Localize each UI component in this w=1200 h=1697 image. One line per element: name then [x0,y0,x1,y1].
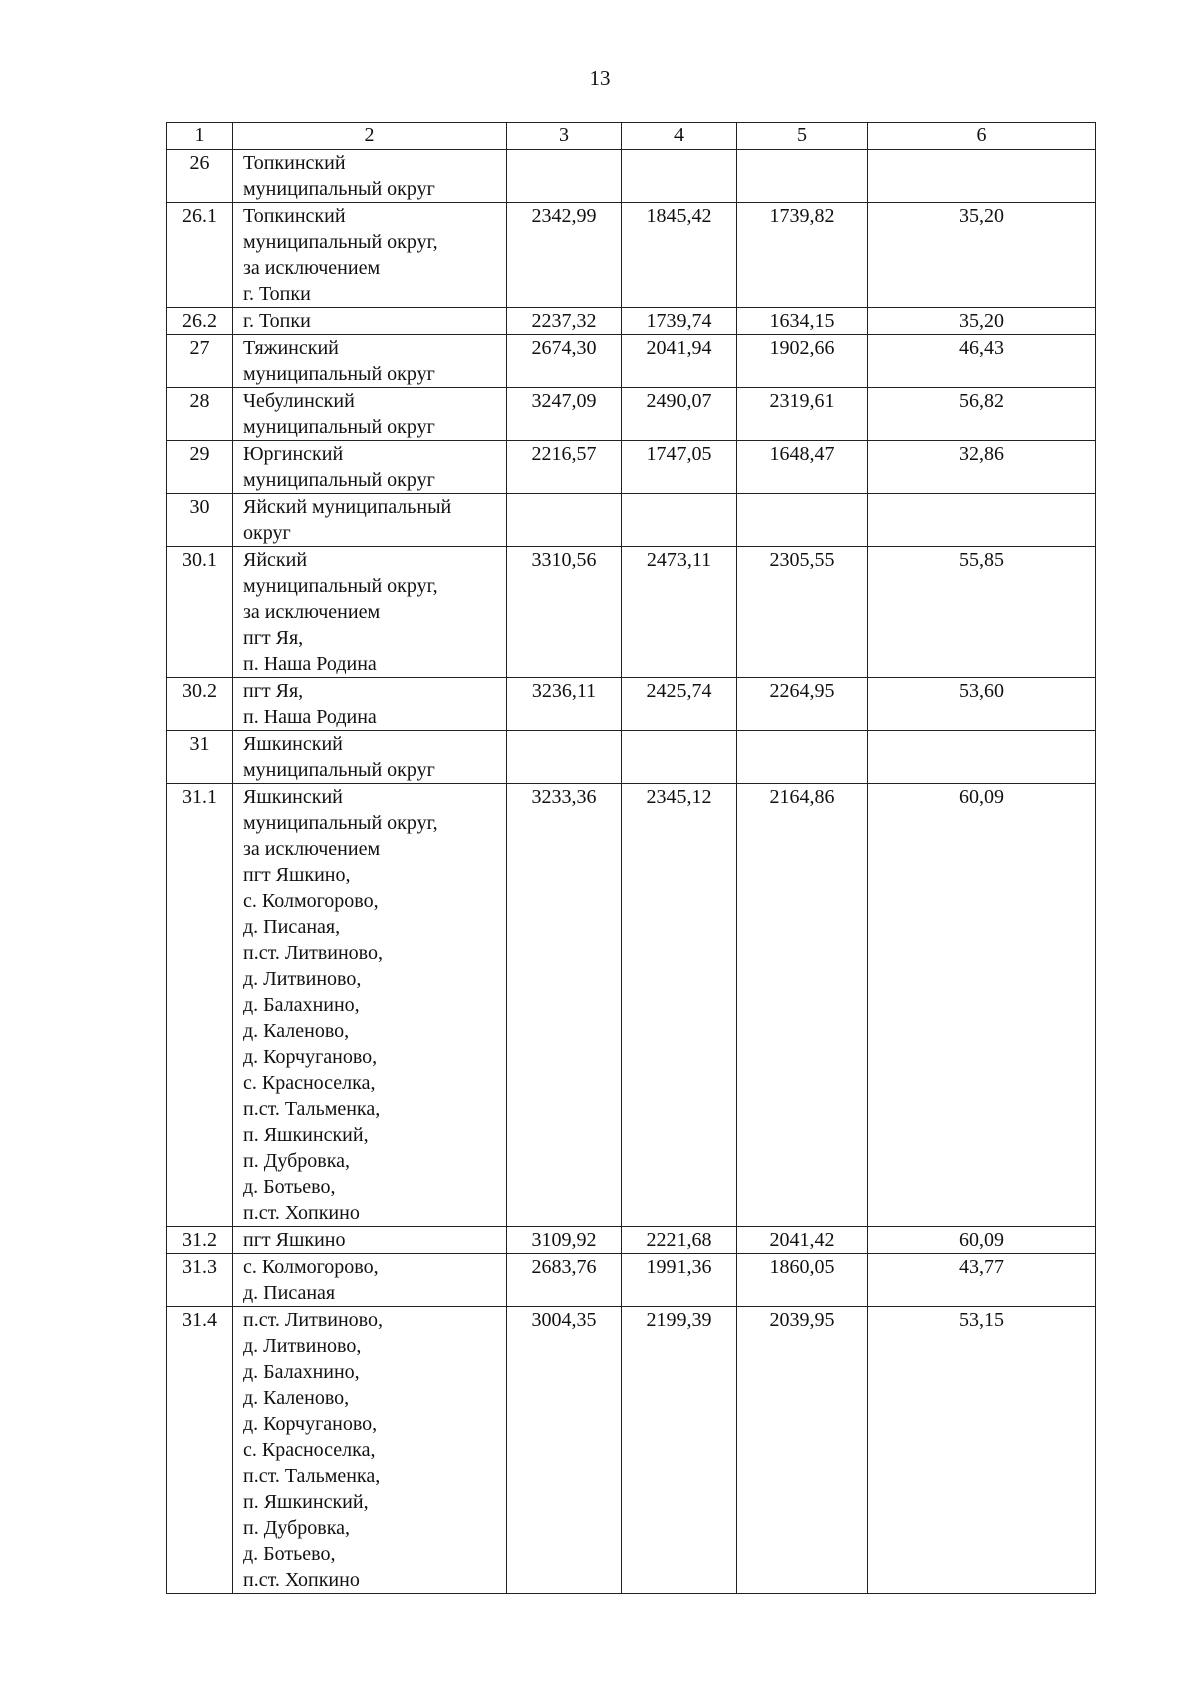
row-number-cell: 30 [167,494,233,547]
column-header: 2 [233,123,507,150]
column-header: 3 [507,123,622,150]
row-number-cell: 26 [167,150,233,203]
value-col5-cell: 2039,95 [737,1307,868,1594]
data-table [166,122,1096,1594]
value-col3-cell: 2342,99 [507,203,622,308]
value-col3-cell [507,150,622,203]
value-col4-cell: 1991,36 [622,1254,737,1307]
page-number: 13 [589,66,611,90]
row-number-cell: 26.1 [167,203,233,308]
value-col6-cell: 32,86 [868,441,1096,494]
territory-name-cell: Яшкинский муниципальный округ, за исключением пгт Яшкино, с. Колмогорово, д. Писаная, п.ст. Литвиново, д. Литвиново, д. Балахнино, д. Каленово, д. Корчуганово, с. Красноселка, п.ст. Тальменка, п. Яшкинский, п. Дубровка, д. Ботьево, п.ст. Хопкино [233,784,507,1227]
table-row [167,1227,1096,1254]
table-row [167,308,1096,335]
table-row [167,150,1096,203]
table-row [167,731,1096,784]
value-col4-cell: 2490,07 [622,388,737,441]
territory-name-cell: Чебулинский муниципальный округ [233,388,507,441]
territory-name-cell: Яйский муниципальный округ [233,494,507,547]
value-col4-cell: 1747,05 [622,441,737,494]
value-col5-cell [737,150,868,203]
value-col6-cell: 35,20 [868,308,1096,335]
row-number-cell: 28 [167,388,233,441]
value-col5-cell: 2164,86 [737,784,868,1227]
row-number-cell: 26.2 [167,308,233,335]
value-col3-cell: 2216,57 [507,441,622,494]
territory-name-cell: Тяжинский муниципальный округ [233,335,507,388]
value-col3-cell: 3310,56 [507,547,622,678]
value-col6-cell [868,150,1096,203]
value-col6-cell: 56,82 [868,388,1096,441]
header-row [167,123,1096,150]
territory-name-cell: г. Топки [233,308,507,335]
value-col3-cell [507,494,622,547]
row-number-cell: 31.2 [167,1227,233,1254]
table-row [167,203,1096,308]
column-header: 1 [167,123,233,150]
territory-name-cell: Юргинский муниципальный округ [233,441,507,494]
table-row [167,335,1096,388]
column-header: 5 [737,123,868,150]
value-col4-cell: 2473,11 [622,547,737,678]
value-col3-cell: 2237,32 [507,308,622,335]
row-number-cell: 31.1 [167,784,233,1227]
value-col3-cell: 3109,92 [507,1227,622,1254]
territory-name-cell: пгт Яшкино [233,1227,507,1254]
territory-name-cell: п.ст. Литвиново, д. Литвиново, д. Балахнино, д. Каленово, д. Корчуганово, с. Красноселка, п.ст. Тальменка, п. Яшкинский, п. Дубровка, д. Ботьево, п.ст. Хопкино [233,1307,507,1594]
row-number-cell: 31.3 [167,1254,233,1307]
value-col6-cell: 46,43 [868,335,1096,388]
value-col5-cell: 2305,55 [737,547,868,678]
value-col6-cell: 60,09 [868,1227,1096,1254]
value-col3-cell [507,731,622,784]
territory-name-cell: Яйский муниципальный округ, за исключением пгт Яя, п. Наша Родина [233,547,507,678]
table-row [167,388,1096,441]
value-col6-cell: 55,85 [868,547,1096,678]
row-number-cell: 30.1 [167,547,233,678]
table-row [167,441,1096,494]
table-row [167,1254,1096,1307]
value-col4-cell: 1845,42 [622,203,737,308]
value-col4-cell: 2425,74 [622,678,737,731]
value-col4-cell: 1739,74 [622,308,737,335]
territory-name-cell: Яшкинский муниципальный округ [233,731,507,784]
value-col4-cell [622,150,737,203]
value-col5-cell: 1739,82 [737,203,868,308]
value-col5-cell: 2319,61 [737,388,868,441]
row-number-cell: 29 [167,441,233,494]
row-number-cell: 27 [167,335,233,388]
value-col3-cell: 2674,30 [507,335,622,388]
row-number-cell: 31.4 [167,1307,233,1594]
table-row [167,547,1096,678]
row-number-cell: 30.2 [167,678,233,731]
territory-name-cell: с. Колмогорово, д. Писаная [233,1254,507,1307]
column-header: 4 [622,123,737,150]
table-body [167,150,1096,1594]
value-col5-cell: 1634,15 [737,308,868,335]
value-col5-cell [737,494,868,547]
table-row [167,678,1096,731]
value-col3-cell: 3236,11 [507,678,622,731]
value-col3-cell: 2683,76 [507,1254,622,1307]
value-col5-cell [737,731,868,784]
value-col4-cell [622,731,737,784]
territory-name-cell: Топкинский муниципальный округ [233,150,507,203]
column-header: 6 [868,123,1096,150]
territory-name-cell: Топкинский муниципальный округ, за исключением г. Топки [233,203,507,308]
table-row [167,494,1096,547]
value-col4-cell [622,494,737,547]
value-col5-cell: 1902,66 [737,335,868,388]
value-col6-cell [868,494,1096,547]
value-col6-cell [868,731,1096,784]
value-col4-cell: 2041,94 [622,335,737,388]
value-col6-cell: 35,20 [868,203,1096,308]
table-row [167,1307,1096,1594]
row-number-cell: 31 [167,731,233,784]
value-col5-cell: 1648,47 [737,441,868,494]
value-col6-cell: 53,15 [868,1307,1096,1594]
value-col5-cell: 1860,05 [737,1254,868,1307]
value-col3-cell: 3247,09 [507,388,622,441]
territory-name-cell: пгт Яя, п. Наша Родина [233,678,507,731]
value-col4-cell: 2345,12 [622,784,737,1227]
value-col5-cell: 2041,42 [737,1227,868,1254]
value-col6-cell: 53,60 [868,678,1096,731]
value-col6-cell: 60,09 [868,784,1096,1227]
value-col4-cell: 2199,39 [622,1307,737,1594]
value-col3-cell: 3233,36 [507,784,622,1227]
value-col4-cell: 2221,68 [622,1227,737,1254]
value-col5-cell: 2264,95 [737,678,868,731]
table-row [167,784,1096,1227]
value-col3-cell: 3004,35 [507,1307,622,1594]
value-col6-cell: 43,77 [868,1254,1096,1307]
